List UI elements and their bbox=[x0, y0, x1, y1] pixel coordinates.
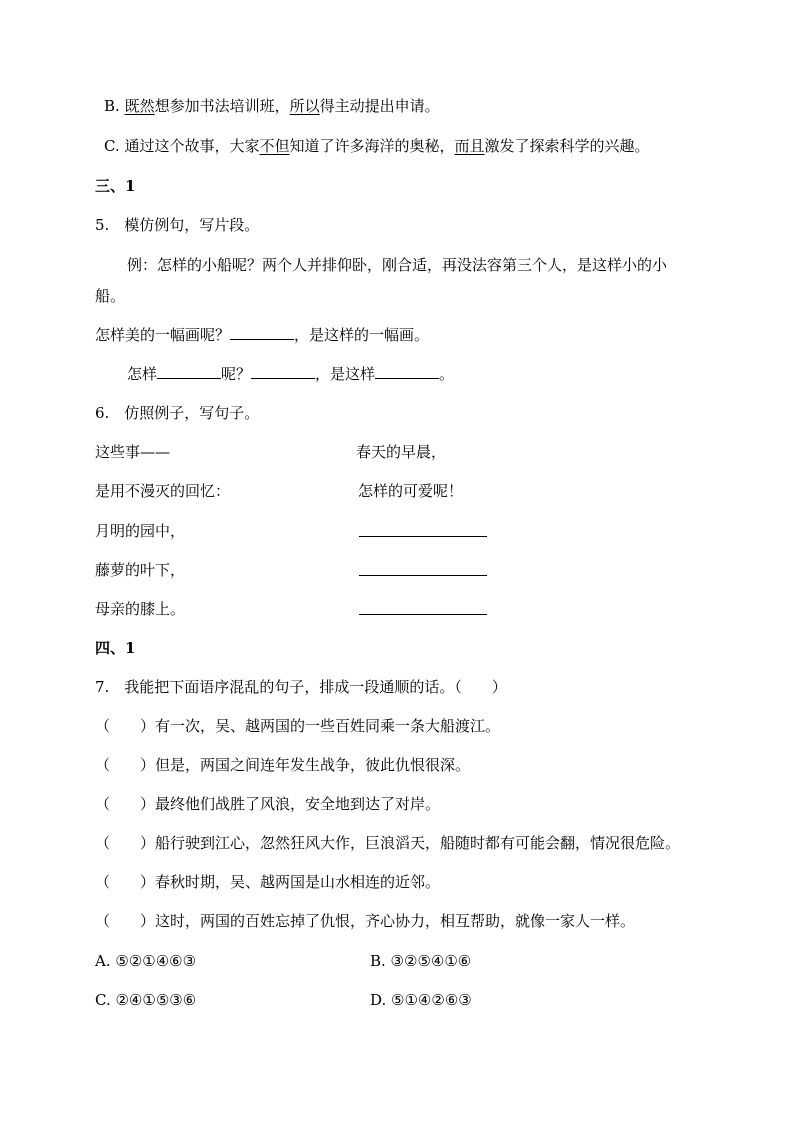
q7-item: （ ）春秋时期，吴、越两国是山水相连的近邻。 bbox=[95, 873, 441, 891]
q7-option-d[interactable]: D. ⑤①④②⑥③ bbox=[370, 991, 472, 1009]
q6-right-line: 春天的早晨， bbox=[356, 443, 447, 461]
q6-right-line: 怎样的可爱呢！ bbox=[358, 482, 464, 500]
q5-fill2-blank1[interactable] bbox=[157, 364, 221, 379]
q5-fill2-text-d: 。 bbox=[439, 365, 455, 383]
q5-fill1-text-a: 怎样美的一幅画呢？ bbox=[95, 326, 231, 344]
q6-left-line: 母亲的膝上。 bbox=[95, 600, 186, 618]
q4-option-b-end: 得主动提出申请。 bbox=[319, 97, 440, 115]
q7-option-b[interactable]: B. ③②⑤④①⑥ bbox=[370, 952, 472, 970]
section-4-heading: 四、1 bbox=[95, 639, 136, 657]
q5-fill1-text-b: ，是这样的一幅画。 bbox=[294, 326, 430, 344]
q7-option-a[interactable]: A. ⑤②①④⑥③ bbox=[95, 952, 197, 970]
q5-fill2-text-a: 怎样 bbox=[127, 365, 158, 383]
q4-option-c-word1: 不但 bbox=[259, 137, 290, 155]
q7-item: （ ）但是，两国之间连年发生战争，彼此仇恨很深。 bbox=[95, 756, 471, 774]
q4-option-c-word2: 而且 bbox=[454, 137, 485, 155]
q5-fill1-blank[interactable] bbox=[230, 325, 294, 340]
q5-fill-line2 bbox=[127, 364, 454, 384]
q4-option-c-end: 激发了探索科学的兴趣。 bbox=[484, 137, 650, 155]
q7-item: （ ）有一次，吴、越两国的一些百姓同乘一条大船渡江。 bbox=[95, 717, 501, 735]
q7-stem: 7. 我能把下面语序混乱的句子，排成一段通顺的话。（ ） bbox=[95, 678, 507, 696]
q4-option-b-prefix: B. bbox=[104, 97, 125, 115]
q6-answer-blank[interactable] bbox=[359, 575, 487, 576]
q7-item: （ ）船行驶到江心，忽然狂风大作，巨浪滔天，船随时都有可能会翻，情况很危险。 bbox=[95, 834, 681, 852]
q5-fill2-blank2[interactable] bbox=[251, 364, 315, 379]
q6-answer-blank[interactable] bbox=[359, 536, 487, 537]
q4-option-b-word2: 所以 bbox=[289, 97, 320, 115]
q4-option-b-mid: 想参加书法培训班， bbox=[154, 97, 290, 115]
q5-example-line2: 船。 bbox=[95, 287, 126, 305]
q4-option-b bbox=[104, 96, 440, 116]
q7-option-c[interactable]: C. ②④①⑤③⑥ bbox=[95, 991, 197, 1009]
q6-stem: 6. 仿照例子，写句子。 bbox=[95, 404, 260, 422]
section-3-heading: 三、1 bbox=[95, 177, 136, 195]
q6-left-line: 月明的园中， bbox=[95, 522, 186, 540]
q7-item: （ ）最终他们战胜了风浪，安全地到达了对岸。 bbox=[95, 795, 441, 813]
q5-example-line1: 例：怎样的小船呢？两个人并排仰卧，刚合适，再没法容第三个人，是这样小的小 bbox=[127, 256, 668, 274]
q4-option-c bbox=[104, 136, 650, 156]
q6-left-line: 这些事—— bbox=[95, 443, 171, 461]
q4-option-c-mid: 知道了许多海洋的奥秘， bbox=[289, 137, 455, 155]
q5-fill2-text-b: 呢？ bbox=[221, 365, 252, 383]
q7-item: （ ）这时，两国的百姓忘掉了仇恨，齐心协力，相互帮助，就像一家人一样。 bbox=[95, 912, 636, 930]
q6-answer-blank[interactable] bbox=[359, 614, 487, 615]
q5-fill2-blank3[interactable] bbox=[375, 364, 439, 379]
q5-stem: 5. 模仿例句，写片段。 bbox=[95, 216, 260, 234]
q4-option-b-word1: 既然 bbox=[124, 97, 155, 115]
q5-fill2-text-c: ，是这样 bbox=[315, 365, 376, 383]
q4-option-c-prefix: C. 通过这个故事，大家 bbox=[104, 137, 260, 155]
q6-left-line: 藤萝的叶下， bbox=[95, 561, 186, 579]
q5-fill-line1 bbox=[95, 325, 429, 345]
q6-left-line: 是用不漫灭的回忆： bbox=[95, 482, 231, 500]
